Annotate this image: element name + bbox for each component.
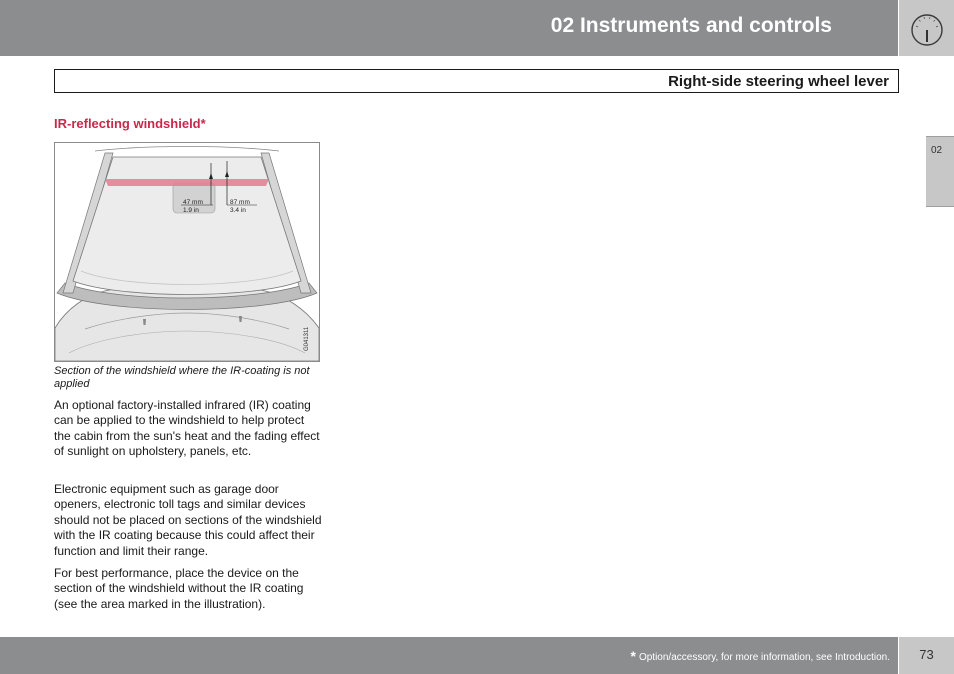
figure-caption: Section of the windshield where the IR-coating is not applied — [54, 365, 310, 390]
page-number-box — [899, 637, 954, 674]
page-number: 73 — [919, 647, 934, 662]
paragraph-3: For best performance, place the device on the section of the windshield without the IR coating (see the area marked in the illustration). — [54, 566, 304, 611]
footnote — [631, 648, 891, 664]
chapter-title: 02 Instruments and controls — [550, 14, 832, 37]
chapter-tab-label: 02 — [931, 145, 943, 156]
chapter-icon-box — [899, 0, 954, 56]
footer-bar — [0, 637, 898, 674]
dimension-left-mm: 47 mm — [183, 199, 203, 206]
paragraph-1: An optional factory-installed infrared (IR) coating can be applied to the windshield to help protect the cabin from the sun's heat and the fading effect of sunlight on upholstery, panels, etc. — [54, 398, 320, 459]
footnote-text: Option/accessory, for more information, see Introduction. — [638, 652, 890, 663]
header-bar — [0, 0, 898, 56]
figure-code: G041311 — [304, 326, 310, 351]
section-heading-box — [54, 69, 899, 93]
chapter-tab — [926, 136, 954, 207]
subheading: IR-reflecting windshield* — [54, 116, 206, 131]
dimension-left-in: 1.9 in — [183, 207, 199, 214]
section-title: Right-side steering wheel lever — [668, 73, 889, 90]
windshield-illustration — [54, 142, 320, 362]
dimension-right-mm: 87 mm — [230, 199, 250, 206]
dimension-right-in: 3.4 in — [230, 207, 246, 214]
speedometer-icon — [899, 0, 954, 56]
paragraph-2: Electronic equipment such as garage door openers, electronic toll tags and similar devices should not be placed on sections of the windshield with the IR coating because this could affect their function and limit their range. — [54, 482, 322, 558]
footnote-star: * — [630, 648, 636, 664]
